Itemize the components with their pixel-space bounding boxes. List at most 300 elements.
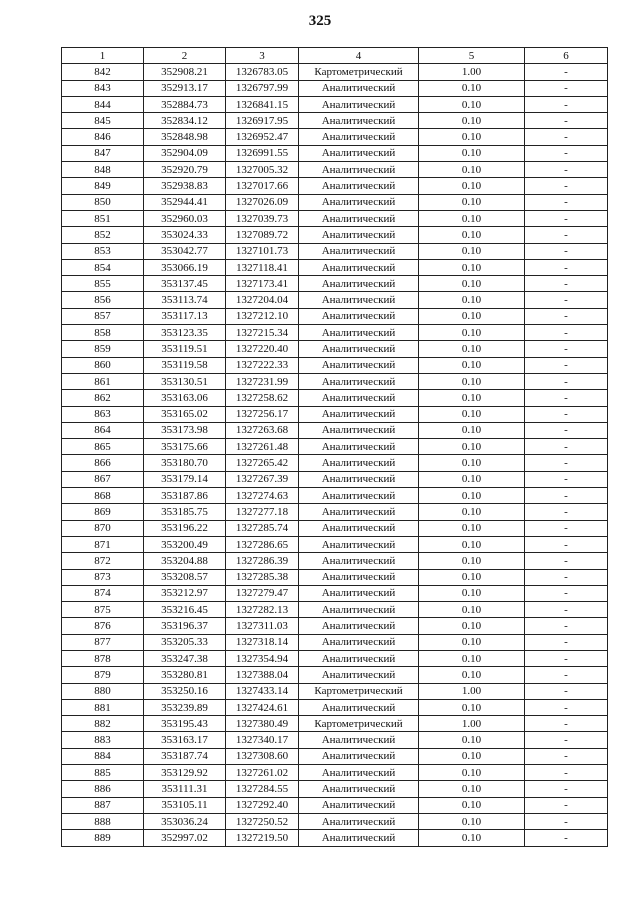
y-coordinate-cell: 1327292.40 bbox=[226, 797, 299, 813]
table-row bbox=[62, 797, 608, 813]
point-number-cell: 881 bbox=[62, 699, 144, 715]
table-row bbox=[62, 341, 608, 357]
point-number-cell: 886 bbox=[62, 781, 144, 797]
method-cell: Аналитический bbox=[299, 765, 419, 781]
method-cell: Аналитический bbox=[299, 553, 419, 569]
accuracy-cell: 0.10 bbox=[419, 178, 525, 194]
x-coordinate-cell: 352920.79 bbox=[144, 162, 226, 178]
point-number-cell: 861 bbox=[62, 373, 144, 389]
method-cell: Картометрический bbox=[299, 716, 419, 732]
x-coordinate-cell: 353200.49 bbox=[144, 536, 226, 552]
note-cell: - bbox=[525, 113, 608, 129]
x-coordinate-cell: 353042.77 bbox=[144, 243, 226, 259]
column-header: 6 bbox=[525, 48, 608, 64]
note-cell: - bbox=[525, 667, 608, 683]
note-cell: - bbox=[525, 748, 608, 764]
point-number-cell: 845 bbox=[62, 113, 144, 129]
table-row bbox=[62, 243, 608, 259]
method-cell: Аналитический bbox=[299, 390, 419, 406]
table-row bbox=[62, 699, 608, 715]
table-row bbox=[62, 553, 608, 569]
table-row bbox=[62, 406, 608, 422]
y-coordinate-cell: 1327250.52 bbox=[226, 813, 299, 829]
point-number-cell: 851 bbox=[62, 210, 144, 226]
table-row bbox=[62, 80, 608, 96]
x-coordinate-cell: 353173.98 bbox=[144, 422, 226, 438]
point-number-cell: 877 bbox=[62, 634, 144, 650]
x-coordinate-cell: 353175.66 bbox=[144, 439, 226, 455]
y-coordinate-cell: 1327231.99 bbox=[226, 373, 299, 389]
method-cell: Аналитический bbox=[299, 129, 419, 145]
method-cell: Аналитический bbox=[299, 357, 419, 373]
y-coordinate-cell: 1327256.17 bbox=[226, 406, 299, 422]
accuracy-cell: 0.10 bbox=[419, 341, 525, 357]
accuracy-cell: 0.10 bbox=[419, 504, 525, 520]
note-cell: - bbox=[525, 422, 608, 438]
method-cell: Аналитический bbox=[299, 813, 419, 829]
note-cell: - bbox=[525, 585, 608, 601]
y-coordinate-cell: 1327267.39 bbox=[226, 471, 299, 487]
x-coordinate-cell: 352908.21 bbox=[144, 64, 226, 80]
note-cell: - bbox=[525, 259, 608, 275]
accuracy-cell: 0.10 bbox=[419, 194, 525, 210]
y-coordinate-cell: 1326917.95 bbox=[226, 113, 299, 129]
table-row bbox=[62, 210, 608, 226]
accuracy-cell: 0.10 bbox=[419, 373, 525, 389]
method-cell: Аналитический bbox=[299, 569, 419, 585]
note-cell: - bbox=[525, 341, 608, 357]
method-cell: Аналитический bbox=[299, 748, 419, 764]
point-number-cell: 849 bbox=[62, 178, 144, 194]
accuracy-cell: 0.10 bbox=[419, 488, 525, 504]
accuracy-cell: 0.10 bbox=[419, 210, 525, 226]
point-number-cell: 876 bbox=[62, 618, 144, 634]
y-coordinate-cell: 1327258.62 bbox=[226, 390, 299, 406]
x-coordinate-cell: 352938.83 bbox=[144, 178, 226, 194]
note-cell: - bbox=[525, 210, 608, 226]
x-coordinate-cell: 352944.41 bbox=[144, 194, 226, 210]
method-cell: Аналитический bbox=[299, 113, 419, 129]
accuracy-cell: 0.10 bbox=[419, 520, 525, 536]
x-coordinate-cell: 353179.14 bbox=[144, 471, 226, 487]
note-cell: - bbox=[525, 276, 608, 292]
page-number: 325 bbox=[308, 13, 332, 29]
method-cell: Аналитический bbox=[299, 178, 419, 194]
table-row bbox=[62, 455, 608, 471]
x-coordinate-cell: 353036.24 bbox=[144, 813, 226, 829]
method-cell: Аналитический bbox=[299, 341, 419, 357]
point-number-cell: 880 bbox=[62, 683, 144, 699]
accuracy-cell: 0.10 bbox=[419, 259, 525, 275]
note-cell: - bbox=[525, 602, 608, 618]
point-number-cell: 884 bbox=[62, 748, 144, 764]
note-cell: - bbox=[525, 390, 608, 406]
y-coordinate-cell: 1327308.60 bbox=[226, 748, 299, 764]
y-coordinate-cell: 1327118.41 bbox=[226, 259, 299, 275]
coordinates-table bbox=[61, 47, 608, 847]
point-number-cell: 844 bbox=[62, 96, 144, 112]
x-coordinate-cell: 353066.19 bbox=[144, 259, 226, 275]
point-number-cell: 862 bbox=[62, 390, 144, 406]
point-number-cell: 857 bbox=[62, 308, 144, 324]
table-row bbox=[62, 373, 608, 389]
note-cell: - bbox=[525, 553, 608, 569]
y-coordinate-cell: 1326783.05 bbox=[226, 64, 299, 80]
point-number-cell: 879 bbox=[62, 667, 144, 683]
method-cell: Аналитический bbox=[299, 618, 419, 634]
accuracy-cell: 0.10 bbox=[419, 667, 525, 683]
accuracy-cell: 0.10 bbox=[419, 80, 525, 96]
method-cell: Картометрический bbox=[299, 64, 419, 80]
note-cell: - bbox=[525, 536, 608, 552]
note-cell: - bbox=[525, 634, 608, 650]
point-number-cell: 870 bbox=[62, 520, 144, 536]
x-coordinate-cell: 353196.22 bbox=[144, 520, 226, 536]
point-number-cell: 873 bbox=[62, 569, 144, 585]
method-cell: Аналитический bbox=[299, 504, 419, 520]
y-coordinate-cell: 1327215.34 bbox=[226, 325, 299, 341]
y-coordinate-cell: 1327380.49 bbox=[226, 716, 299, 732]
accuracy-cell: 0.10 bbox=[419, 390, 525, 406]
point-number-cell: 842 bbox=[62, 64, 144, 80]
accuracy-cell: 0.10 bbox=[419, 439, 525, 455]
table-row bbox=[62, 439, 608, 455]
table-row bbox=[62, 292, 608, 308]
method-cell: Аналитический bbox=[299, 520, 419, 536]
y-coordinate-cell: 1327026.09 bbox=[226, 194, 299, 210]
accuracy-cell: 0.10 bbox=[419, 455, 525, 471]
table-row bbox=[62, 162, 608, 178]
accuracy-cell: 0.10 bbox=[419, 797, 525, 813]
point-number-cell: 864 bbox=[62, 422, 144, 438]
point-number-cell: 874 bbox=[62, 585, 144, 601]
accuracy-cell: 0.10 bbox=[419, 422, 525, 438]
note-cell: - bbox=[525, 96, 608, 112]
table-row bbox=[62, 618, 608, 634]
y-coordinate-cell: 1327277.18 bbox=[226, 504, 299, 520]
accuracy-cell: 0.10 bbox=[419, 243, 525, 259]
y-coordinate-cell: 1327017.66 bbox=[226, 178, 299, 194]
method-cell: Аналитический bbox=[299, 308, 419, 324]
table-row bbox=[62, 488, 608, 504]
x-coordinate-cell: 353187.86 bbox=[144, 488, 226, 504]
method-cell: Аналитический bbox=[299, 406, 419, 422]
table-row bbox=[62, 536, 608, 552]
method-cell: Аналитический bbox=[299, 667, 419, 683]
y-coordinate-cell: 1327261.02 bbox=[226, 765, 299, 781]
note-cell: - bbox=[525, 162, 608, 178]
x-coordinate-cell: 353024.33 bbox=[144, 227, 226, 243]
y-coordinate-cell: 1327285.74 bbox=[226, 520, 299, 536]
x-coordinate-cell: 352960.03 bbox=[144, 210, 226, 226]
accuracy-cell: 0.10 bbox=[419, 536, 525, 552]
x-coordinate-cell: 353111.31 bbox=[144, 781, 226, 797]
note-cell: - bbox=[525, 569, 608, 585]
method-cell: Аналитический bbox=[299, 373, 419, 389]
x-coordinate-cell: 353208.57 bbox=[144, 569, 226, 585]
note-cell: - bbox=[525, 830, 608, 846]
y-coordinate-cell: 1327286.65 bbox=[226, 536, 299, 552]
y-coordinate-cell: 1327265.42 bbox=[226, 455, 299, 471]
y-coordinate-cell: 1327261.48 bbox=[226, 439, 299, 455]
y-coordinate-cell: 1327212.10 bbox=[226, 308, 299, 324]
method-cell: Аналитический bbox=[299, 455, 419, 471]
y-coordinate-cell: 1327274.63 bbox=[226, 488, 299, 504]
table-row bbox=[62, 520, 608, 536]
method-cell: Аналитический bbox=[299, 634, 419, 650]
point-number-cell: 885 bbox=[62, 765, 144, 781]
accuracy-cell: 0.10 bbox=[419, 308, 525, 324]
method-cell: Аналитический bbox=[299, 488, 419, 504]
y-coordinate-cell: 1326952.47 bbox=[226, 129, 299, 145]
note-cell: - bbox=[525, 504, 608, 520]
table-row bbox=[62, 667, 608, 683]
point-number-cell: 868 bbox=[62, 488, 144, 504]
x-coordinate-cell: 353185.75 bbox=[144, 504, 226, 520]
accuracy-cell: 0.10 bbox=[419, 129, 525, 145]
point-number-cell: 843 bbox=[62, 80, 144, 96]
point-number-cell: 847 bbox=[62, 145, 144, 161]
table-row bbox=[62, 634, 608, 650]
table-row bbox=[62, 96, 608, 112]
x-coordinate-cell: 352904.09 bbox=[144, 145, 226, 161]
accuracy-cell: 0.10 bbox=[419, 602, 525, 618]
accuracy-cell: 0.10 bbox=[419, 162, 525, 178]
note-cell: - bbox=[525, 520, 608, 536]
x-coordinate-cell: 353239.89 bbox=[144, 699, 226, 715]
y-coordinate-cell: 1327354.94 bbox=[226, 650, 299, 666]
point-number-cell: 852 bbox=[62, 227, 144, 243]
note-cell: - bbox=[525, 683, 608, 699]
point-number-cell: 867 bbox=[62, 471, 144, 487]
point-number-cell: 865 bbox=[62, 439, 144, 455]
accuracy-cell: 0.10 bbox=[419, 406, 525, 422]
table-row bbox=[62, 650, 608, 666]
y-coordinate-cell: 1327219.50 bbox=[226, 830, 299, 846]
table-row bbox=[62, 325, 608, 341]
accuracy-cell: 0.10 bbox=[419, 292, 525, 308]
table-row bbox=[62, 178, 608, 194]
point-number-cell: 872 bbox=[62, 553, 144, 569]
accuracy-cell: 0.10 bbox=[419, 227, 525, 243]
note-cell: - bbox=[525, 80, 608, 96]
x-coordinate-cell: 353123.35 bbox=[144, 325, 226, 341]
y-coordinate-cell: 1327282.13 bbox=[226, 602, 299, 618]
x-coordinate-cell: 352997.02 bbox=[144, 830, 226, 846]
x-coordinate-cell: 353180.70 bbox=[144, 455, 226, 471]
y-coordinate-cell: 1327286.39 bbox=[226, 553, 299, 569]
note-cell: - bbox=[525, 488, 608, 504]
table-row bbox=[62, 422, 608, 438]
method-cell: Аналитический bbox=[299, 732, 419, 748]
x-coordinate-cell: 353113.74 bbox=[144, 292, 226, 308]
x-coordinate-cell: 353119.51 bbox=[144, 341, 226, 357]
method-cell: Аналитический bbox=[299, 96, 419, 112]
x-coordinate-cell: 353204.88 bbox=[144, 553, 226, 569]
x-coordinate-cell: 353216.45 bbox=[144, 602, 226, 618]
table-row bbox=[62, 471, 608, 487]
accuracy-cell: 0.10 bbox=[419, 276, 525, 292]
x-coordinate-cell: 353130.51 bbox=[144, 373, 226, 389]
accuracy-cell: 0.10 bbox=[419, 650, 525, 666]
method-cell: Аналитический bbox=[299, 292, 419, 308]
note-cell: - bbox=[525, 227, 608, 243]
note-cell: - bbox=[525, 194, 608, 210]
note-cell: - bbox=[525, 781, 608, 797]
accuracy-cell: 0.10 bbox=[419, 765, 525, 781]
method-cell: Аналитический bbox=[299, 325, 419, 341]
x-coordinate-cell: 353247.38 bbox=[144, 650, 226, 666]
table-row bbox=[62, 683, 608, 699]
accuracy-cell: 0.10 bbox=[419, 813, 525, 829]
table-row bbox=[62, 390, 608, 406]
table-row bbox=[62, 602, 608, 618]
point-number-cell: 863 bbox=[62, 406, 144, 422]
x-coordinate-cell: 353212.97 bbox=[144, 585, 226, 601]
y-coordinate-cell: 1327388.04 bbox=[226, 667, 299, 683]
table-row bbox=[62, 504, 608, 520]
method-cell: Аналитический bbox=[299, 210, 419, 226]
note-cell: - bbox=[525, 650, 608, 666]
y-coordinate-cell: 1327311.03 bbox=[226, 618, 299, 634]
x-coordinate-cell: 353187.74 bbox=[144, 748, 226, 764]
accuracy-cell: 0.10 bbox=[419, 569, 525, 585]
table-row bbox=[62, 129, 608, 145]
y-coordinate-cell: 1327263.68 bbox=[226, 422, 299, 438]
point-number-cell: 856 bbox=[62, 292, 144, 308]
y-coordinate-cell: 1327173.41 bbox=[226, 276, 299, 292]
method-cell: Аналитический bbox=[299, 439, 419, 455]
table-row bbox=[62, 145, 608, 161]
accuracy-cell: 1.00 bbox=[419, 64, 525, 80]
method-cell: Аналитический bbox=[299, 276, 419, 292]
x-coordinate-cell: 352884.73 bbox=[144, 96, 226, 112]
y-coordinate-cell: 1327101.73 bbox=[226, 243, 299, 259]
y-coordinate-cell: 1327220.40 bbox=[226, 341, 299, 357]
accuracy-cell: 0.10 bbox=[419, 113, 525, 129]
x-coordinate-cell: 353205.33 bbox=[144, 634, 226, 650]
point-number-cell: 846 bbox=[62, 129, 144, 145]
table-row bbox=[62, 569, 608, 585]
accuracy-cell: 0.10 bbox=[419, 699, 525, 715]
table-row bbox=[62, 276, 608, 292]
accuracy-cell: 0.10 bbox=[419, 830, 525, 846]
note-cell: - bbox=[525, 471, 608, 487]
method-cell: Аналитический bbox=[299, 145, 419, 161]
y-coordinate-cell: 1327279.47 bbox=[226, 585, 299, 601]
method-cell: Аналитический bbox=[299, 536, 419, 552]
point-number-cell: 855 bbox=[62, 276, 144, 292]
note-cell: - bbox=[525, 178, 608, 194]
x-coordinate-cell: 353195.43 bbox=[144, 716, 226, 732]
method-cell: Аналитический bbox=[299, 162, 419, 178]
note-cell: - bbox=[525, 145, 608, 161]
x-coordinate-cell: 353163.17 bbox=[144, 732, 226, 748]
y-coordinate-cell: 1326991.55 bbox=[226, 145, 299, 161]
column-header: 4 bbox=[299, 48, 419, 64]
x-coordinate-cell: 353163.06 bbox=[144, 390, 226, 406]
table-row bbox=[62, 781, 608, 797]
method-cell: Аналитический bbox=[299, 781, 419, 797]
point-number-cell: 878 bbox=[62, 650, 144, 666]
table-row bbox=[62, 259, 608, 275]
accuracy-cell: 0.10 bbox=[419, 781, 525, 797]
table-row bbox=[62, 64, 608, 80]
y-coordinate-cell: 1327284.55 bbox=[226, 781, 299, 797]
point-number-cell: 875 bbox=[62, 602, 144, 618]
point-number-cell: 871 bbox=[62, 536, 144, 552]
method-cell: Аналитический bbox=[299, 259, 419, 275]
method-cell: Аналитический bbox=[299, 422, 419, 438]
method-cell: Аналитический bbox=[299, 194, 419, 210]
table-row bbox=[62, 308, 608, 324]
x-coordinate-cell: 353280.81 bbox=[144, 667, 226, 683]
point-number-cell: 887 bbox=[62, 797, 144, 813]
method-cell: Аналитический bbox=[299, 699, 419, 715]
accuracy-cell: 0.10 bbox=[419, 325, 525, 341]
method-cell: Картометрический bbox=[299, 683, 419, 699]
table-body bbox=[62, 64, 608, 846]
accuracy-cell: 0.10 bbox=[419, 471, 525, 487]
y-coordinate-cell: 1327222.33 bbox=[226, 357, 299, 373]
point-number-cell: 889 bbox=[62, 830, 144, 846]
table-row bbox=[62, 716, 608, 732]
point-number-cell: 848 bbox=[62, 162, 144, 178]
column-header: 3 bbox=[226, 48, 299, 64]
accuracy-cell: 0.10 bbox=[419, 145, 525, 161]
x-coordinate-cell: 352848.98 bbox=[144, 129, 226, 145]
accuracy-cell: 0.10 bbox=[419, 585, 525, 601]
note-cell: - bbox=[525, 292, 608, 308]
column-header: 2 bbox=[144, 48, 226, 64]
accuracy-cell: 1.00 bbox=[419, 716, 525, 732]
x-coordinate-cell: 353250.16 bbox=[144, 683, 226, 699]
note-cell: - bbox=[525, 325, 608, 341]
point-number-cell: 866 bbox=[62, 455, 144, 471]
note-cell: - bbox=[525, 129, 608, 145]
x-coordinate-cell: 352913.17 bbox=[144, 80, 226, 96]
note-cell: - bbox=[525, 64, 608, 80]
table-row bbox=[62, 585, 608, 601]
y-coordinate-cell: 1327039.73 bbox=[226, 210, 299, 226]
point-number-cell: 854 bbox=[62, 259, 144, 275]
x-coordinate-cell: 353165.02 bbox=[144, 406, 226, 422]
column-header: 1 bbox=[62, 48, 144, 64]
note-cell: - bbox=[525, 439, 608, 455]
note-cell: - bbox=[525, 455, 608, 471]
table-row bbox=[62, 813, 608, 829]
accuracy-cell: 0.10 bbox=[419, 732, 525, 748]
y-coordinate-cell: 1327204.04 bbox=[226, 292, 299, 308]
x-coordinate-cell: 353129.92 bbox=[144, 765, 226, 781]
method-cell: Аналитический bbox=[299, 585, 419, 601]
y-coordinate-cell: 1327340.17 bbox=[226, 732, 299, 748]
x-coordinate-cell: 353196.37 bbox=[144, 618, 226, 634]
point-number-cell: 883 bbox=[62, 732, 144, 748]
accuracy-cell: 0.10 bbox=[419, 357, 525, 373]
x-coordinate-cell: 353119.58 bbox=[144, 357, 226, 373]
point-number-cell: 853 bbox=[62, 243, 144, 259]
method-cell: Аналитический bbox=[299, 471, 419, 487]
note-cell: - bbox=[525, 243, 608, 259]
accuracy-cell: 0.10 bbox=[419, 96, 525, 112]
y-coordinate-cell: 1327424.61 bbox=[226, 699, 299, 715]
point-number-cell: 859 bbox=[62, 341, 144, 357]
column-header: 5 bbox=[419, 48, 525, 64]
point-number-cell: 860 bbox=[62, 357, 144, 373]
method-cell: Аналитический bbox=[299, 80, 419, 96]
x-coordinate-cell: 353137.45 bbox=[144, 276, 226, 292]
